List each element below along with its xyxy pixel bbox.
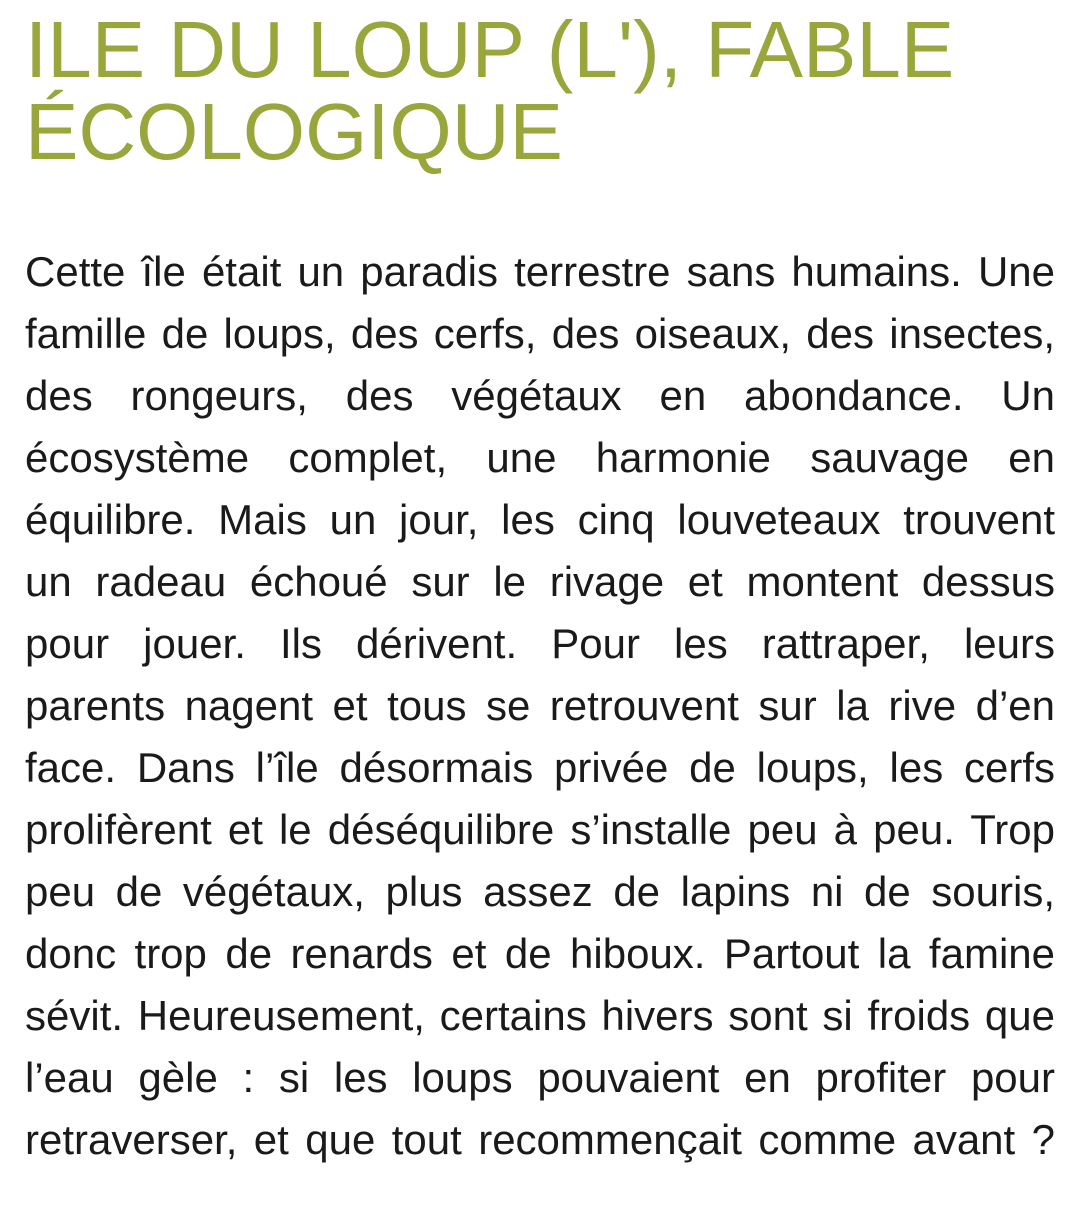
- text-line: face. Dans l’île désormais privée de loups, les cerfs: [25, 744, 1055, 791]
- text-line: parents nagent et tous se retrouvent sur la rive d’en: [25, 682, 1055, 729]
- text-line: Cette île était un paradis terrestre sans humains. Une: [25, 248, 1055, 295]
- text-line: équilibre. Mais un jour, les cinq louveteaux trouvent: [25, 496, 1055, 543]
- page-title: ILE DU LOUP (L'), FABLE ÉCOLOGIQUE: [25, 5, 955, 176]
- text-line: des rongeurs, des végétaux en abondance. Un: [25, 372, 1055, 419]
- article-body: [25, 241, 1055, 1171]
- text-line: sévit. Heureusement, certains hivers sont si froids que: [25, 992, 1055, 1039]
- article-page: [0, 5, 1080, 1222]
- text-line: retraverser, et que tout recommençait comme avant ?: [25, 1116, 1055, 1163]
- text-line: famille de loups, des cerfs, des oiseaux, des insectes,: [25, 310, 1055, 357]
- text-line: écosystème complet, une harmonie sauvage en: [25, 434, 1055, 481]
- text-line: donc trop de renards et de hiboux. Partout la famine: [25, 930, 1055, 977]
- text-line: l’eau gèle : si les loups pouvaient en profiter pour: [25, 1054, 1055, 1101]
- text-line: pour jouer. Ils dérivent. Pour les rattraper, leurs: [25, 620, 1055, 667]
- text-line: peu de végétaux, plus assez de lapins ni de souris,: [25, 868, 1055, 915]
- text-line: un radeau échoué sur le rivage et montent dessus: [25, 558, 1055, 605]
- text-line: prolifèrent et le déséquilibre s’installe peu à peu. Trop: [25, 806, 1055, 853]
